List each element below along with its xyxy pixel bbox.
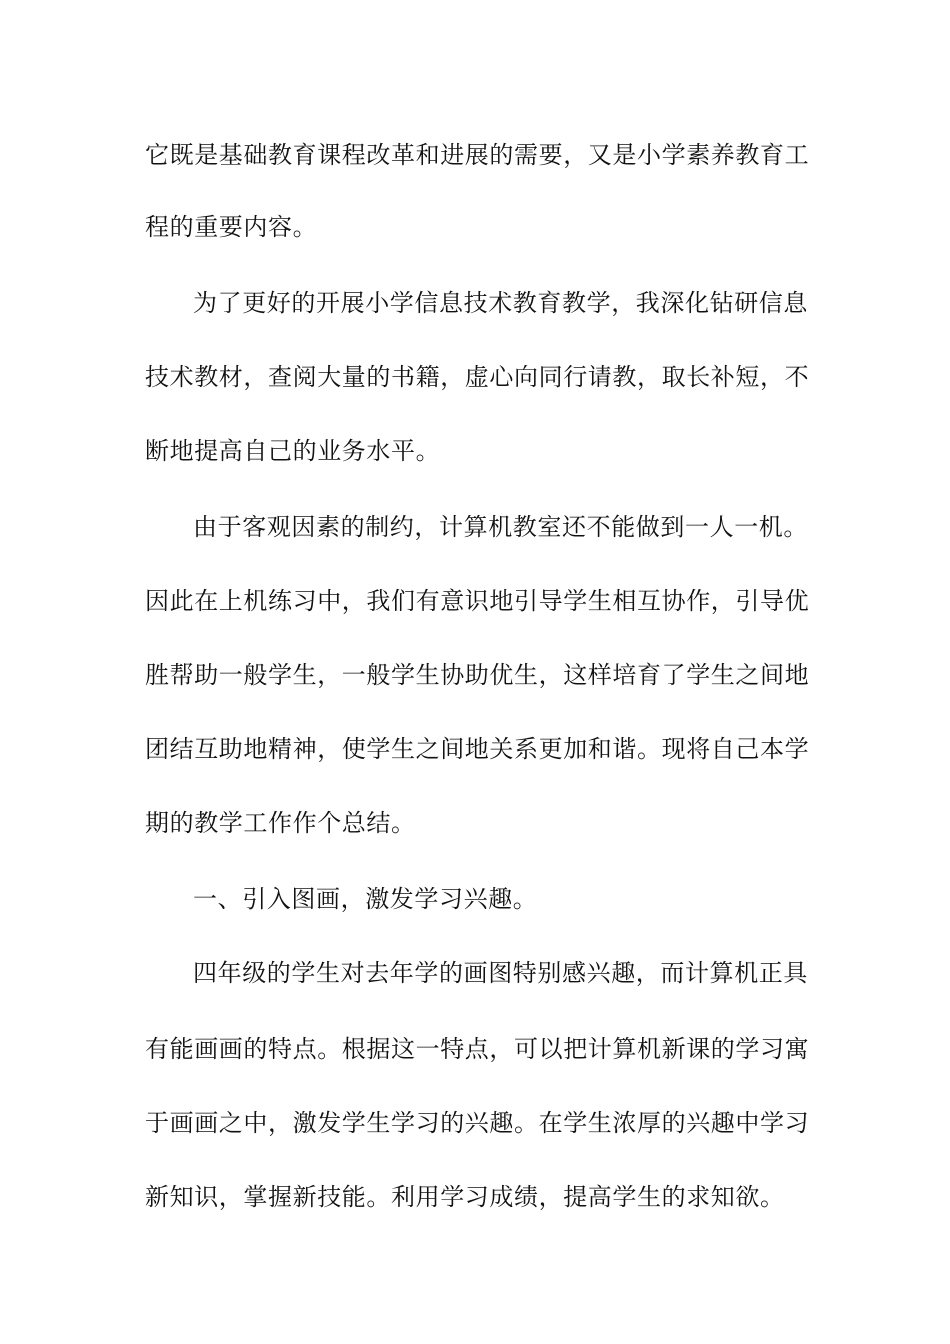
paragraph-start-line: 四年级的学生对去年学的画图特别感兴趣，而计算机正具 [193, 959, 808, 987]
text-line: 团结互助地精神，使学生之间地关系更加和谐。现将自己本学 [145, 735, 810, 763]
text-line: 期的教学工作作个总结。 [145, 809, 416, 837]
text-line: 断地提高自己的业务水平。 [145, 437, 441, 465]
text-line: 有能画画的特点。根据这一特点，可以把计算机新课的学习寓 [145, 1035, 810, 1063]
text-line: 新知识，掌握新技能。利用学习成绩，提高学生的求知欲。 [145, 1183, 785, 1211]
text-line: 程的重要内容。 [145, 213, 318, 241]
text-line: 于画画之中，激发学生学习的兴趣。在学生浓厚的兴趣中学习 [145, 1109, 810, 1137]
paragraph-start-line: 为了更好的开展小学信息技术教育教学，我深化钻研信息 [193, 289, 808, 317]
text-line: 它既是基础教育课程改革和进展的需要，又是小学素养教育工 [145, 141, 810, 169]
text-line: 因此在上机练习中，我们有意识地引导学生相互协作，引导优 [145, 587, 810, 615]
section-heading: 一、引入图画，激发学习兴趣。 [193, 885, 538, 913]
paragraph-start-line: 由于客观因素的制约，计算机教室还不能做到一人一机。 [193, 513, 808, 541]
text-line: 胜帮助一般学生，一般学生协助优生，这样培育了学生之间地 [145, 661, 810, 689]
text-line: 技术教材，查阅大量的书籍，虚心向同行请教，取长补短，不 [145, 363, 810, 391]
